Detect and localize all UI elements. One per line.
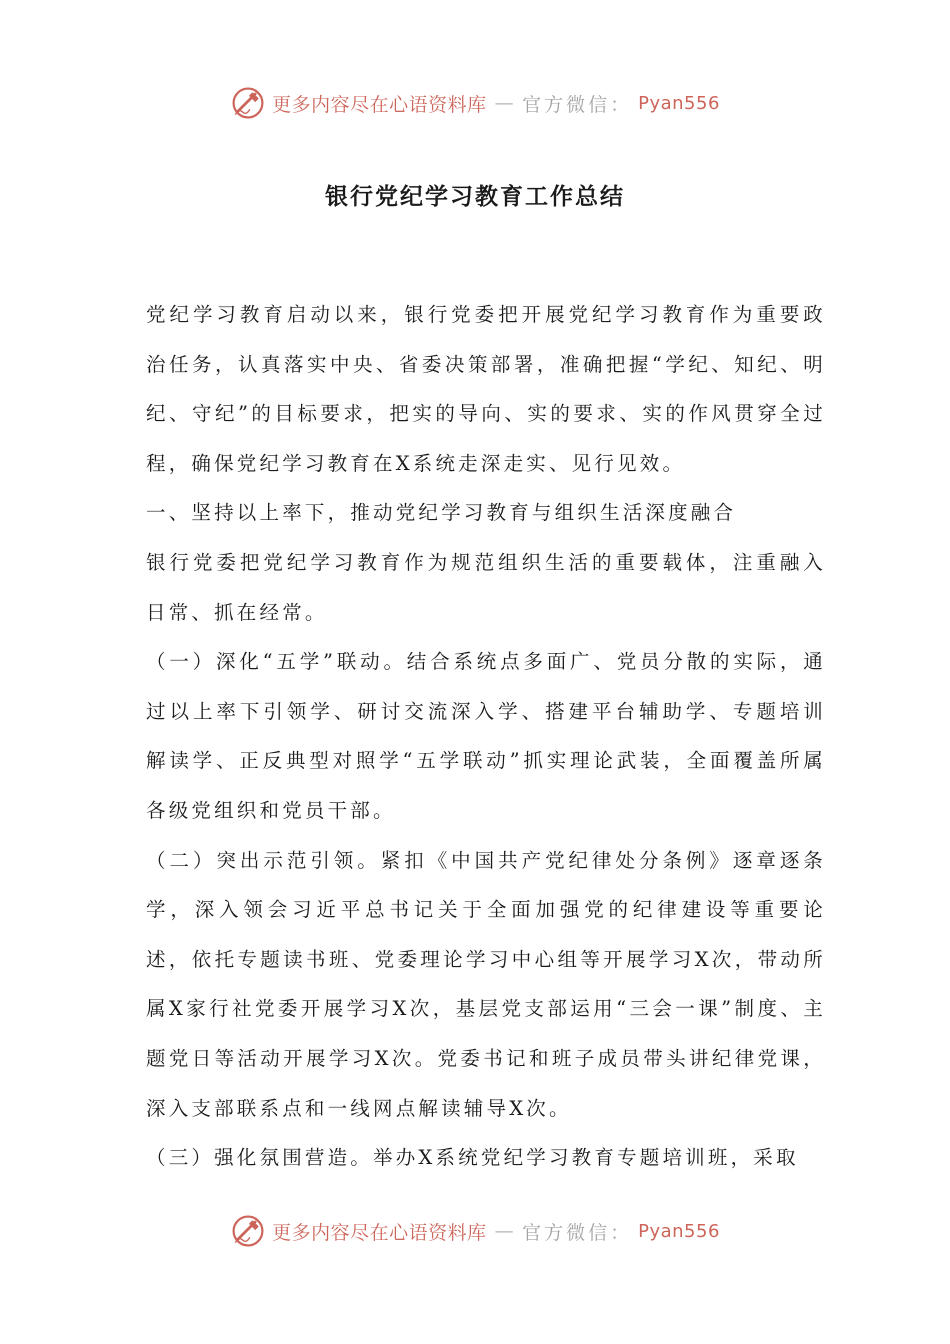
- watermark-wechat-label: 官方微信：: [522, 93, 633, 116]
- paragraph-intro: 党纪学习教育启动以来，银行党委把开展党纪学习教育作为重要政治任务，认真落实中央、省委决策部署，准确把握“学纪、知纪、明纪、守纪”的目标要求，把实的导向、实的要求、实的作风贯穿全过程，确保党纪学习教育在X系统走深走实、见行见效。: [146, 303, 826, 475]
- paragraph-item-2: （二）突出示范引领。紧扣《中国共产党纪律处分条例》逐章逐条学，深入领会习近平总书记关于全面加强党的纪律建设等重要论述，依托专题读书班、党委理论学习中心组等开展学习X次，带动所属X家行社党委开展学习X次，基层党支部运用“三会一课”制度、主题党日等活动开展学习X次。党委书记和班子成员带头讲纪律党课，深入支部联系点和一线网点解读辅导X次。: [146, 848, 826, 1120]
- paragraph-item-3: （三）强化氛围营造。举办X系统党纪学习教育专题培训班，采取: [146, 1146, 799, 1170]
- watermark-handle: Pyan556: [638, 1220, 720, 1242]
- watermark-footer: [0, 1207, 950, 1255]
- watermark-separator: —: [494, 92, 515, 114]
- paragraph-section-1-lead: 银行党委把党纪学习教育作为规范组织生活的重要载体，注重融入日常、抓在经常。: [146, 550, 826, 624]
- watermark-separator: —: [494, 1220, 515, 1242]
- watermark-brand: 更多内容尽在心语资料库: [272, 1221, 487, 1244]
- watermark-brand: 更多内容尽在心语资料库: [272, 93, 487, 116]
- pen-logo-icon: [230, 85, 266, 121]
- watermark-handle: Pyan556: [638, 92, 720, 114]
- watermark-header: [0, 79, 950, 127]
- pen-logo-icon: [230, 1213, 266, 1249]
- section-heading-1: 一、坚持以上率下，推动党纪学习教育与组织生活深度融合: [146, 501, 737, 525]
- document-title: 银行党纪学习教育工作总结: [325, 184, 625, 210]
- paragraph-item-1: （一）深化“五学”联动。结合系统点多面广、党员分散的实际，通过以上率下引领学、研讨交流深入学、搭建平台辅助学、专题培训解读学、正反典型对照学“五学联动”抓实理论武装，全面覆盖所属各级党组织和党员干部。: [146, 650, 826, 822]
- watermark-wechat-label: 官方微信：: [522, 1221, 633, 1244]
- document-body: [146, 290, 826, 1183]
